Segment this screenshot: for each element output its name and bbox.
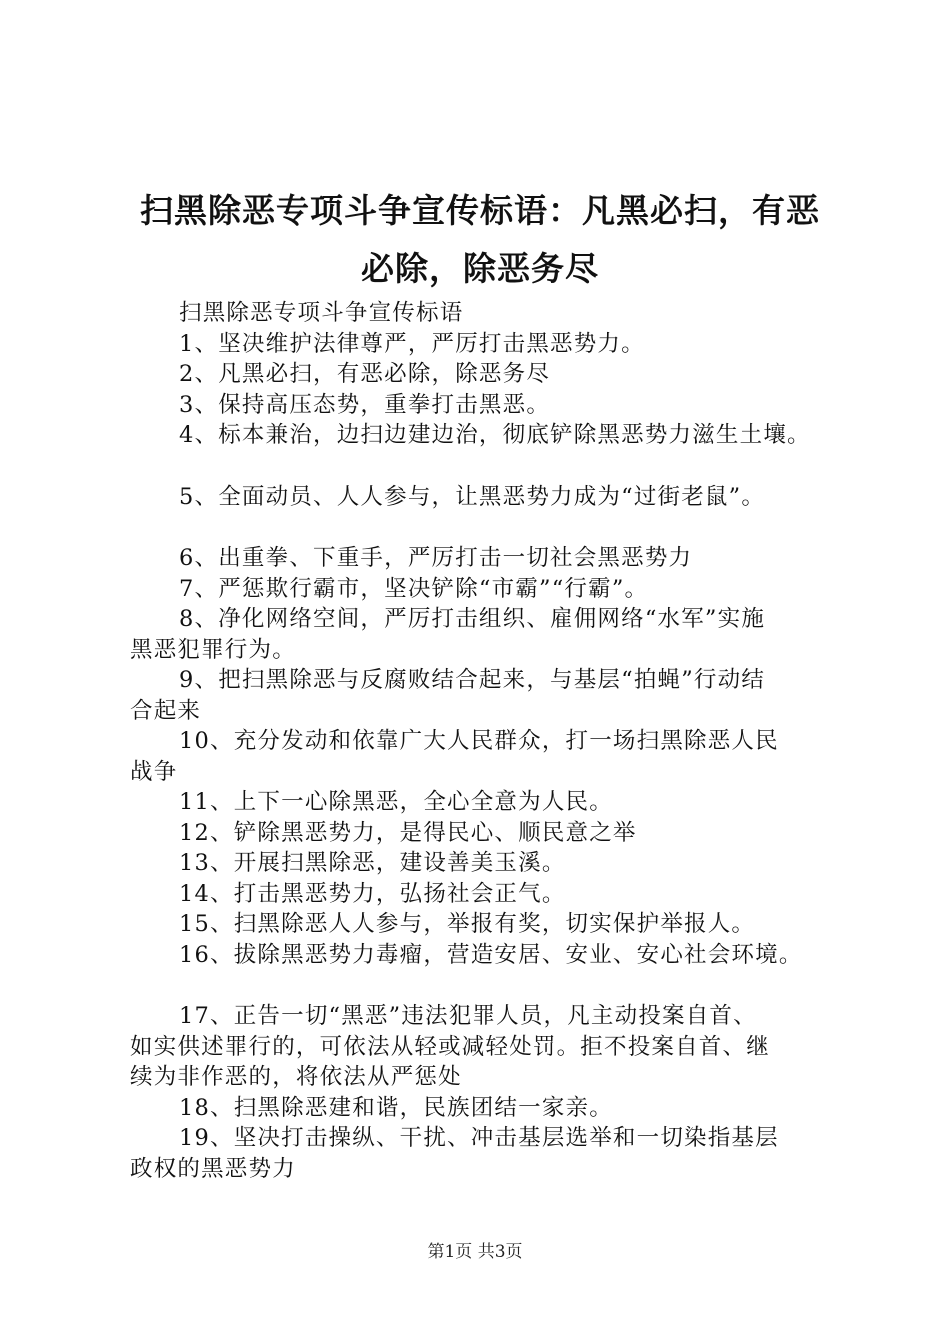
- title-line-1: 扫黑除恶专项斗争宣传标语：凡黑必扫，有恶: [140, 191, 820, 230]
- slogan-6: 6、出重拳、下重手，严厉打击一切社会黑恶势力: [179, 545, 693, 571]
- slogan-18: 18、扫黑除恶建和谐，民族团结一家亲。: [179, 1094, 613, 1121]
- blank-line: [130, 512, 850, 543]
- slogan-9: 9、把扫黑除恶与反腐败结合起来，与基层“拍蝇”行动结: [179, 667, 766, 693]
- slogan-4: 4、标本兼治，边扫边建边治，彻底铲除黑恶势力滋生土壤。: [179, 422, 811, 448]
- slogan-5: 5、全面动员、人人参与，让黑恶势力成为“过街老鼠”。: [179, 483, 766, 510]
- slogan-19-cont: 政权的黑恶势力: [130, 1155, 296, 1182]
- slogan-2: 2、凡黑必扫，有恶必除，除恶务尽: [179, 361, 551, 387]
- slogan-8-cont: 黑恶犯罪行为。: [130, 636, 296, 663]
- page-footer: [0, 1240, 950, 1264]
- document-title: [110, 182, 850, 298]
- document-body: [130, 298, 850, 1184]
- title-line-2: 必除，除恶务尽: [361, 249, 599, 288]
- slogan-10-cont: 战争: [130, 758, 178, 785]
- slogan-7: 7、严惩欺行霸市，坚决铲除“市霸”“行霸”。: [179, 575, 649, 602]
- subheading: 扫黑除恶专项斗争宣传标语: [179, 300, 464, 326]
- slogan-17-cont-1: 如实供述罪行的，可依法从轻或减轻处罚。拒不投案自首、继: [130, 1033, 770, 1060]
- slogan-11: 11、上下一心除黑恶，全心全意为人民。: [179, 789, 613, 815]
- slogan-9-cont: 合起来: [130, 697, 202, 724]
- slogan-13: 13、开展扫黑除恶，建设善美玉溪。: [179, 850, 566, 876]
- slogan-12: 12、铲除黑恶势力，是得民心、顺民意之举: [179, 819, 637, 846]
- slogan-3: 3、保持高压态势，重拳打击黑恶。: [179, 391, 551, 418]
- slogan-8: 8、净化网络空间，严厉打击组织、雇佣网络“水军”实施: [179, 606, 766, 632]
- slogan-1: 1、坚决维护法律尊严，严厉打击黑恶势力。: [179, 330, 645, 357]
- slogan-15: 15、扫黑除恶人人参与，举报有奖，切实保护举报人。: [179, 911, 756, 937]
- slogan-17: 17、正告一切“黑恶”违法犯罪人员，凡主动投案自首、: [179, 1003, 757, 1029]
- blank-line: [130, 451, 850, 482]
- slogan-16: 16、拔除黑恶势力毒瘤，营造安居、安业、安心社会环境。: [179, 941, 803, 968]
- slogan-10: 10、充分发动和依靠广大人民群众，打一场扫黑除恶人民: [179, 728, 779, 754]
- page-indicator: 第1页 共3页: [427, 1242, 523, 1262]
- slogan-17-cont-2: 续为非作恶的，将依法从严惩处: [130, 1064, 462, 1090]
- slogan-14: 14、打击黑恶势力，弘扬社会正气。: [179, 880, 566, 907]
- slogan-19: 19、坚决打击操纵、干扰、冲击基层选举和一切染指基层: [179, 1125, 779, 1151]
- blank-line: [130, 970, 850, 1001]
